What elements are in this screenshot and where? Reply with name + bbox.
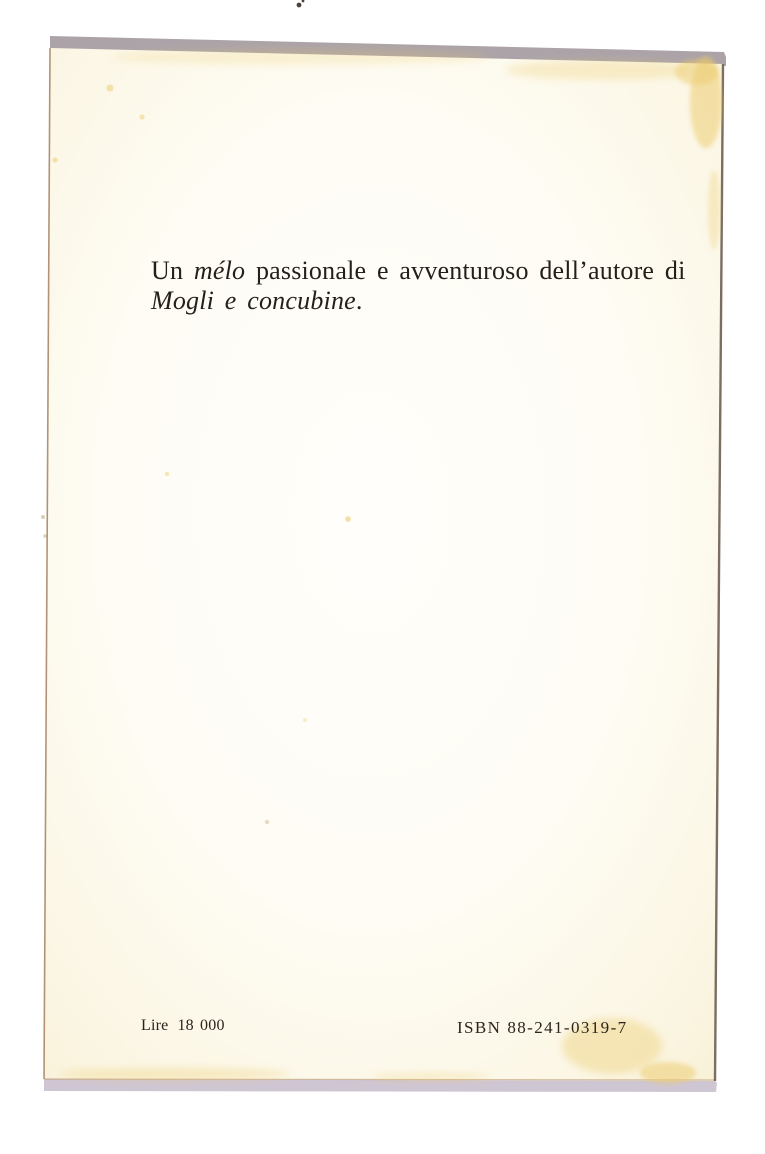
speck-9 (265, 820, 269, 824)
photo-top-mark (297, 3, 302, 8)
price-value: 18 000 (177, 1017, 225, 1034)
stain-top-edge (110, 49, 490, 65)
blurb-melo-italic: mélo (193, 256, 246, 285)
blurb-book-title-italic: Mogli e concubine (151, 286, 356, 315)
speck-8 (303, 718, 307, 722)
speck-5 (345, 516, 351, 522)
speck-4 (165, 472, 169, 476)
back-cover-blurb (151, 256, 686, 316)
stain-top-right-corner-2 (675, 59, 719, 85)
isbn (457, 1018, 628, 1038)
stain-bottom-mid-smear (370, 1073, 490, 1081)
stain-bottom-left-smear (60, 1068, 290, 1080)
speck-6 (41, 515, 45, 519)
stain-right-edge (708, 170, 720, 250)
cover-paper (44, 48, 724, 1081)
blurb-lead: Un (151, 256, 184, 285)
blurb-line-2 (151, 286, 686, 316)
speck-2 (139, 114, 144, 119)
bottom-page-edges (44, 1079, 717, 1092)
isbn-value: 88-241-0319-7 (507, 1018, 628, 1037)
stain-bottom-right-edge (640, 1062, 696, 1084)
speck-7 (43, 534, 47, 538)
price (141, 1017, 225, 1035)
blurb-rest: passionale e avventuroso dell’autore di (255, 256, 686, 285)
blurb-period: . (355, 286, 363, 315)
speck-1 (107, 85, 114, 92)
price-label: Lire (141, 1017, 169, 1034)
blurb-line-1 (151, 256, 686, 286)
stain-top-edge-right (505, 60, 695, 80)
speck-3 (52, 157, 57, 162)
photo-top-mark-2 (302, 0, 305, 2)
isbn-label: ISBN (457, 1018, 502, 1037)
